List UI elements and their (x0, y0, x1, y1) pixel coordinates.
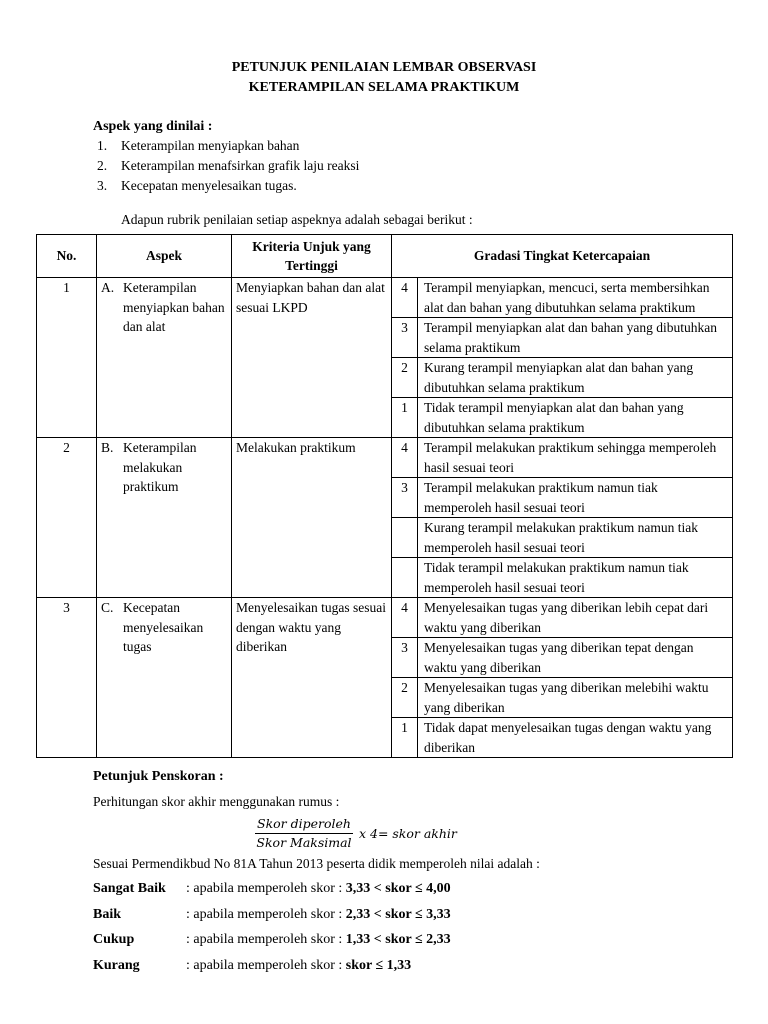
regulation-text: Sesuai Permendikbud No 81A Tahun 2013 peserta didik memperoleh nilai adalah : (93, 856, 540, 871)
level-description: Terampil melakukan praktikum sehingga memperoleh hasil sesuai teori (418, 438, 733, 478)
level-score: 1 (392, 398, 418, 438)
level-score: 2 (392, 678, 418, 718)
level-description: Kurang terampil menyiapkan alat dan bahan yang dibutuhkan selama praktikum (418, 358, 733, 398)
grade-name: Kurang (93, 958, 140, 973)
document-title-line1: PETUNJUK PENILAIAN LEMBAR OBSERVASI (231, 60, 537, 75)
aspek-heading: Aspek yang dinilai : (93, 119, 213, 134)
formula-rest: x 4= skor akhir (358, 826, 457, 841)
aspek-list-item: 3. Kecepatan menyelesaikan tugas. (97, 178, 297, 193)
grade-range: 2,33 < skor ≤ 3,33 (345, 907, 451, 922)
row-aspek: A. Keterampilan menyiapkan bahan dan alat (97, 278, 232, 438)
level-description: Menyelesaikan tugas yang diberikan melebihi waktu yang diberikan (418, 678, 733, 718)
level-description: Terampil menyiapkan alat dan bahan yang dibutuhkan selama praktikum (418, 318, 733, 358)
score-formula (255, 815, 457, 852)
grade-text: : apabila memperoleh skor : (186, 958, 346, 973)
level-score: 3 (392, 478, 418, 518)
level-description: Tidak dapat menyelesaikan tugas dengan waktu yang diberikan (418, 718, 733, 758)
grade-name: Sangat Baik (93, 881, 166, 896)
grade-text: : apabila memperoleh skor : (186, 932, 346, 947)
formula-denominator: Skor Maksimal (256, 835, 352, 850)
grade-range: 1,33 < skor ≤ 2,33 (345, 932, 451, 947)
level-description: Menyelesaikan tugas yang diberikan lebih cepat dari waktu yang diberikan (418, 598, 733, 638)
grade-text: : apabila memperoleh skor : (186, 907, 346, 922)
penskoran-heading: Petunjuk Penskoran : (93, 769, 224, 784)
grade-name: Baik (93, 907, 122, 922)
level-score: 3 (392, 638, 418, 678)
row-number: 3 (37, 598, 97, 758)
level-score: 3 (392, 318, 418, 358)
formula-fraction (255, 815, 353, 852)
document-title-line2: KETERAMPILAN SELAMA PRAKTIKUM (248, 80, 520, 95)
level-description: Tidak terampil melakukan praktikum namun tiak memperoleh hasil sesuai teori (418, 558, 733, 598)
perhitungan-text: Perhitungan skor akhir menggunakan rumus : (93, 794, 340, 809)
header-kriteria: Kriteria Unjuk yang Tertinggi (232, 235, 392, 278)
table-header-row (37, 235, 733, 278)
grade-row (93, 881, 451, 897)
level-description: Menyelesaikan tugas yang diberikan tepat dengan waktu yang diberikan (418, 638, 733, 678)
table-row (37, 278, 733, 318)
aspek-list-item: 1. Keterampilan menyiapkan bahan (97, 138, 300, 153)
row-number: 2 (37, 438, 97, 598)
level-score: 1 (392, 718, 418, 758)
formula-numerator: Skor diperoleh (255, 815, 353, 834)
row-aspek: B. Keterampilan melakukan praktikum (97, 438, 232, 598)
row-kriteria: Melakukan praktikum (232, 438, 392, 598)
grade-name: Cukup (93, 932, 135, 947)
level-score: 4 (392, 598, 418, 638)
row-aspek: C. Kecepatan menyelesaikan tugas (97, 598, 232, 758)
level-score: 2 (392, 358, 418, 398)
table-row (37, 438, 733, 478)
level-description: Terampil menyiapkan, mencuci, serta membersihkan alat dan bahan yang dibutuhkan selama praktikum (418, 278, 733, 318)
aspek-list (97, 136, 359, 196)
level-description: Kurang terampil melakukan praktikum namun tiak memperoleh hasil sesuai teori (418, 518, 733, 558)
table-row (37, 598, 733, 638)
aspek-list-item: 2. Keterampilan menafsirkan grafik laju reaksi (97, 158, 360, 173)
grade-row (93, 958, 411, 974)
header-no: No. (37, 235, 97, 278)
grade-range: skor ≤ 1,33 (345, 958, 412, 973)
grade-range: 3,33 < skor ≤ 4,00 (345, 881, 451, 896)
row-number: 1 (37, 278, 97, 438)
level-score: 4 (392, 278, 418, 318)
level-description: Terampil melakukan praktikum namun tiak memperoleh hasil sesuai teori (418, 478, 733, 518)
grade-row (93, 907, 451, 923)
level-score (392, 518, 418, 558)
level-score: 4 (392, 438, 418, 478)
grade-row (93, 932, 451, 948)
header-gradasi: Gradasi Tingkat Ketercapaian (392, 235, 733, 278)
level-description: Tidak terampil menyiapkan alat dan bahan yang dibutuhkan selama praktikum (418, 398, 733, 438)
grade-text: : apabila memperoleh skor : (186, 881, 346, 896)
row-kriteria: Menyelesaikan tugas sesuai dengan waktu yang diberikan (232, 598, 392, 758)
header-aspek: Aspek (97, 235, 232, 278)
rubric-table (36, 234, 733, 758)
level-score (392, 558, 418, 598)
rubric-intro: Adapun rubrik penilaian setiap aspeknya adalah sebagai berikut : (121, 212, 473, 227)
row-kriteria: Menyiapkan bahan dan alat sesuai LKPD (232, 278, 392, 438)
